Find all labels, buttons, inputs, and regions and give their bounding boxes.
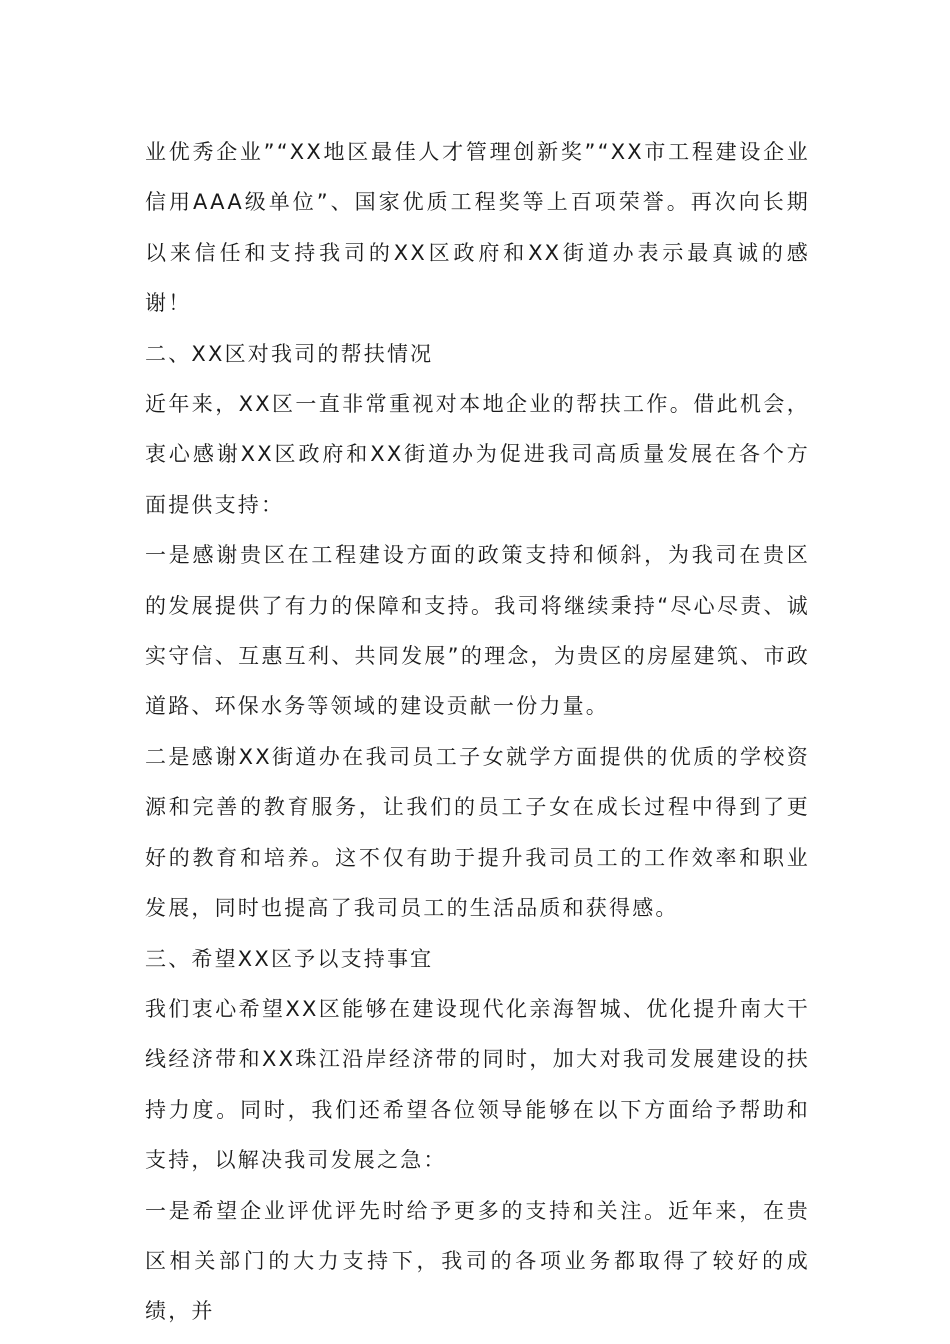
section-heading-3: 三、希望XX区予以支持事宜 — [145, 946, 434, 971]
section-heading-2: 二、XX区对我司的帮扶情况 — [145, 341, 434, 366]
paragraph-education-support: 二是感谢XX街道办在我司员工子女就学方面提供的优质的学校资源和完善的教育服务，让我们的员工子女在成长过程中得到了更好的教育和培养。这不仅有助于提升我司员工的工作效率和职业发展，同时也提高了我司员工的生活品质和获得感。 — [145, 744, 810, 921]
paragraph-hopes-intro: 我们衷心希望XX区能够在建设现代化亲海智城、优化提升南大干线经济带和XX珠江沿岸经济带的同时，加大对我司发展建设的扶持力度。同时，我们还希望各位领导能够在以下方面给予帮助和支持，以解决我司发展之急： — [145, 996, 810, 1173]
paragraph-support-intro: 近年来，XX区一直非常重视对本地企业的帮扶工作。借此机会，衷心感谢XX区政府和XX街道办为促进我司高质量发展在各个方面提供支持： — [145, 392, 810, 517]
paragraph-award-support: 一是希望企业评优评先时给予更多的支持和关注。近年来，在贵区相关部门的大力支持下，我司的各项业务都取得了较好的成绩，并 — [145, 1198, 810, 1324]
paragraph-policy-support: 一是感谢贵区在工程建设方面的政策支持和倾斜，为我司在贵区的发展提供了有力的保障和支持。我司将继续秉持“尽心尽责、诚实守信、互惠互利、共同发展”的理念，为贵区的房屋建筑、市政道路、环保水务等领域的建设贡献一份力量。 — [145, 543, 810, 719]
document-body — [145, 127, 810, 1337]
paragraph-honors: 业优秀企业”“XX地区最佳人才管理创新奖”“XX市工程建设企业信用AAA级单位”、国家优质工程奖等上百项荣誉。再次向长期以来信任和支持我司的XX区政府和XX街道办表示最真诚的感谢！ — [145, 140, 810, 316]
